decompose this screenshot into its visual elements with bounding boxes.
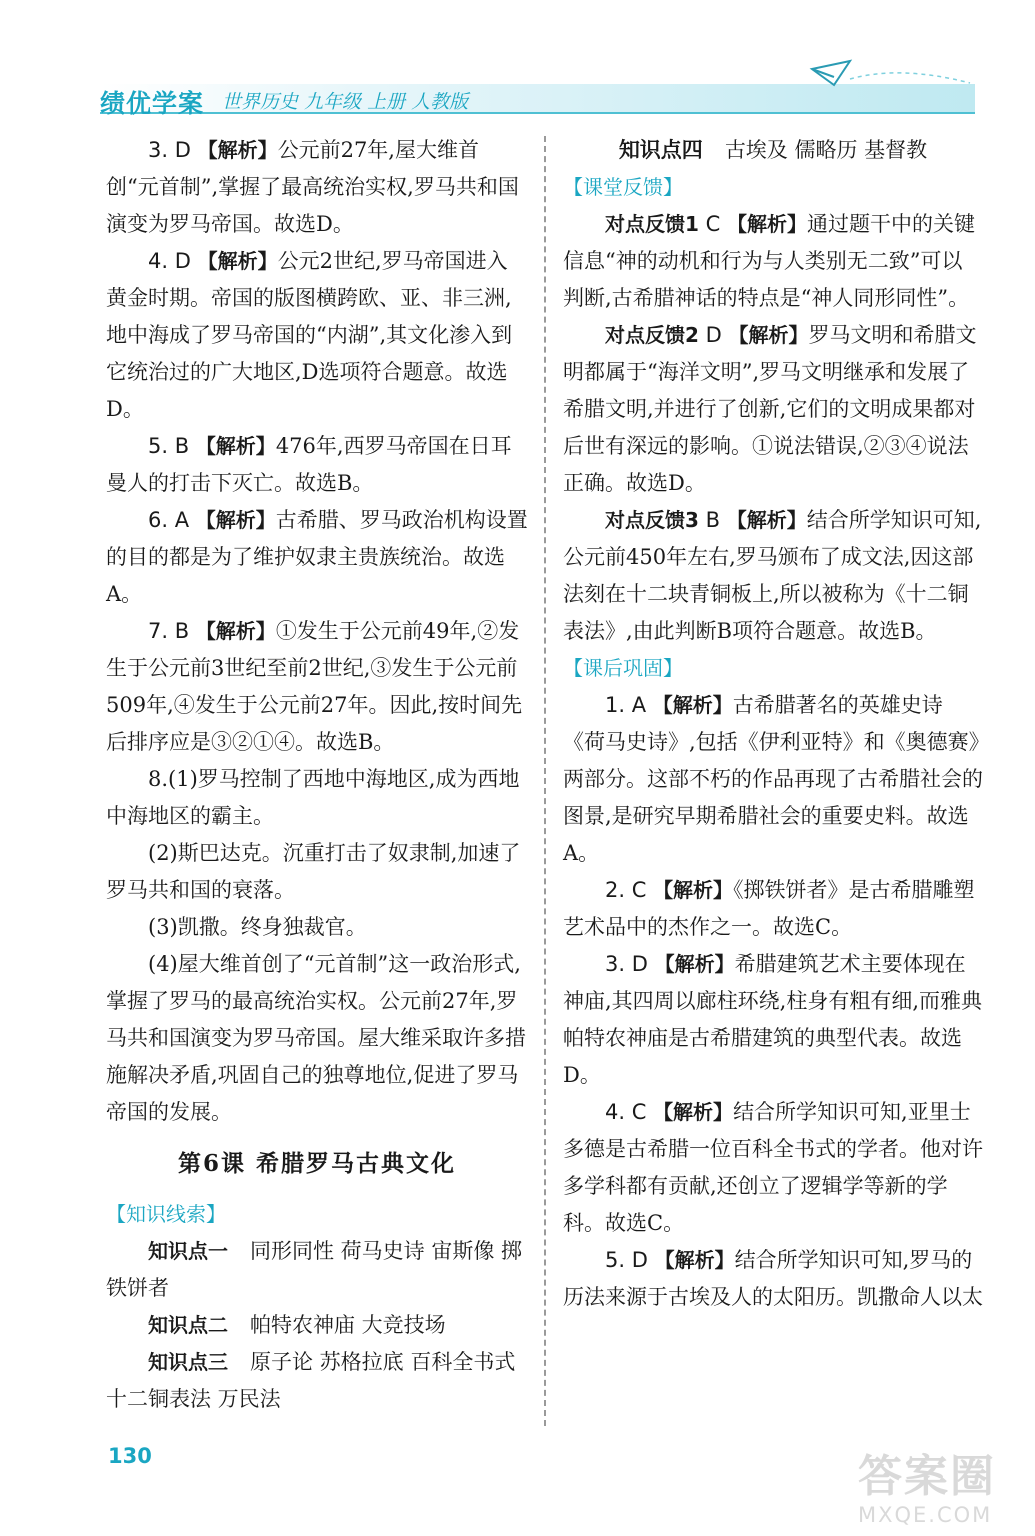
watermark-text: 答案圈	[858, 1451, 996, 1502]
q8-part1: 8.(1)罗马控制了西地中海地区,成为西地中海地区的霸主。	[106, 767, 520, 828]
answer-item: 5. D 【解析】结合所学知识可知,罗马的历法来源于古埃及人的太阳历。凯撒命人以太	[563, 1248, 983, 1309]
q8-part4: (4)屋大维首创了“元首制”这一政治形式,掌握了罗马的最高统治实权。公元前27年,罗马共和国演变为罗马帝国。屋大维采取许多措施解决矛盾,巩固自己的独尊地位,促进了罗马帝国的发展。	[106, 952, 526, 1124]
lesson-title: 第6课 希腊罗马古典文化	[177, 1150, 456, 1177]
section-tag-after-class: 【课后巩固】	[563, 656, 683, 680]
brand-logo: 绩优学案	[100, 89, 205, 118]
knowledge-point-1: 知识点一 同形同性 荷马史诗 宙斯像 掷铁饼者	[106, 1239, 523, 1300]
answer-item: 1. A 【解析】古希腊著名的英雄史诗《荷马史诗》,包括《伊利亚特》和《奥德赛》两部分。这部不朽的作品再现了古希腊社会的图景,是研究早期希腊社会的重要史料。故选A。	[563, 693, 983, 865]
answer-item: 3. D 【解析】公元前27年,屋大维首创“元首制”,掌握了最高统治实权,罗马共和国演变为罗马帝国。故选D。	[106, 138, 519, 236]
feedback-item: 对点反馈3 B 【解析】结合所学知识可知,公元前450年左右,罗马颁布了成文法,因这部法刻在十二块青铜板上,所以被称为《十二铜表法》,由此判断B项符合题意。故选B。	[563, 508, 982, 643]
section-tag-knowledge: 【知识线索】	[106, 1202, 226, 1226]
page-number: 130	[108, 1444, 152, 1468]
right-column	[563, 132, 983, 1316]
watermark-domain: MXQE.COM	[858, 1503, 993, 1527]
q8-part2: (2)斯巴达克。沉重打击了奴隶制,加速了罗马共和国的衰落。	[106, 841, 521, 902]
q8-part3: (3)凯撒。终身独裁官。	[148, 915, 367, 939]
page-header	[0, 0, 1035, 120]
knowledge-point-4: 知识点四 古埃及 儒略历 基督教	[618, 138, 928, 162]
answer-item: 6. A 【解析】古希腊、罗马政治机构设置的目的都是为了维护奴隶主贵族统治。故选A。	[106, 508, 528, 606]
feedback-item: 对点反馈1 C 【解析】通过题干中的关键信息“神的动机和行为与人类别无二致”可以判断,古希腊神话的特点是“神人同形同性”。	[563, 212, 975, 310]
answer-item: 4. D 【解析】公元2世纪,罗马帝国进入黄金时期。帝国的版图横跨欧、亚、非三洲,地中海成了罗马帝国的“内湖”,其文化渗入到它统治过的广大地区,D选项符合题意。故选D。	[106, 249, 513, 421]
site-watermark	[858, 1452, 998, 1532]
answer-item: 7. B 【解析】①发生于公元前49年,②发生于公元前3世纪至前2世纪,③发生于公元前509年,④发生于公元前27年。因此,按时间先后排序应是③②①④。故选B。	[106, 619, 523, 754]
answer-item: 5. B 【解析】476年,西罗马帝国在日耳曼人的打击下灭亡。故选B。	[106, 434, 512, 495]
feedback-item: 对点反馈2 D 【解析】罗马文明和希腊文明都属于“海洋文明”,罗马文明继承和发展了希腊文明,并进行了创新,它们的文明成果都对后世有深远的影响。①说法错误,②③④说法正确。故选D。	[563, 323, 977, 495]
answer-item: 2. C 【解析】《掷铁饼者》是古希腊雕塑艺术品中的杰作之一。故选C。	[563, 878, 975, 939]
paper-plane-icon	[790, 55, 980, 110]
knowledge-point-3: 知识点三 原子论 苏格拉底 百科全书式 十二铜表法 万民法	[106, 1350, 516, 1411]
answer-item: 3. D 【解析】希腊建筑艺术主要体现在神庙,其四周以廊柱环绕,柱身有粗有细,而雅典帕特农神庙是古希腊建筑的典型代表。故选D。	[563, 952, 983, 1087]
book-subtitle: 世界历史 九年级 上册 人教版	[222, 91, 469, 113]
knowledge-point-2: 知识点二 帕特农神庙 大竞技场	[148, 1313, 446, 1337]
left-column	[106, 132, 528, 1418]
section-tag-classroom: 【课堂反馈】	[563, 175, 683, 199]
answer-item: 4. C 【解析】结合所学知识可知,亚里士多德是古希腊一位百科全书式的学者。他对许多学科都有贡献,还创立了逻辑学等新的学科。故选C。	[563, 1100, 983, 1235]
column-divider	[544, 136, 546, 1426]
